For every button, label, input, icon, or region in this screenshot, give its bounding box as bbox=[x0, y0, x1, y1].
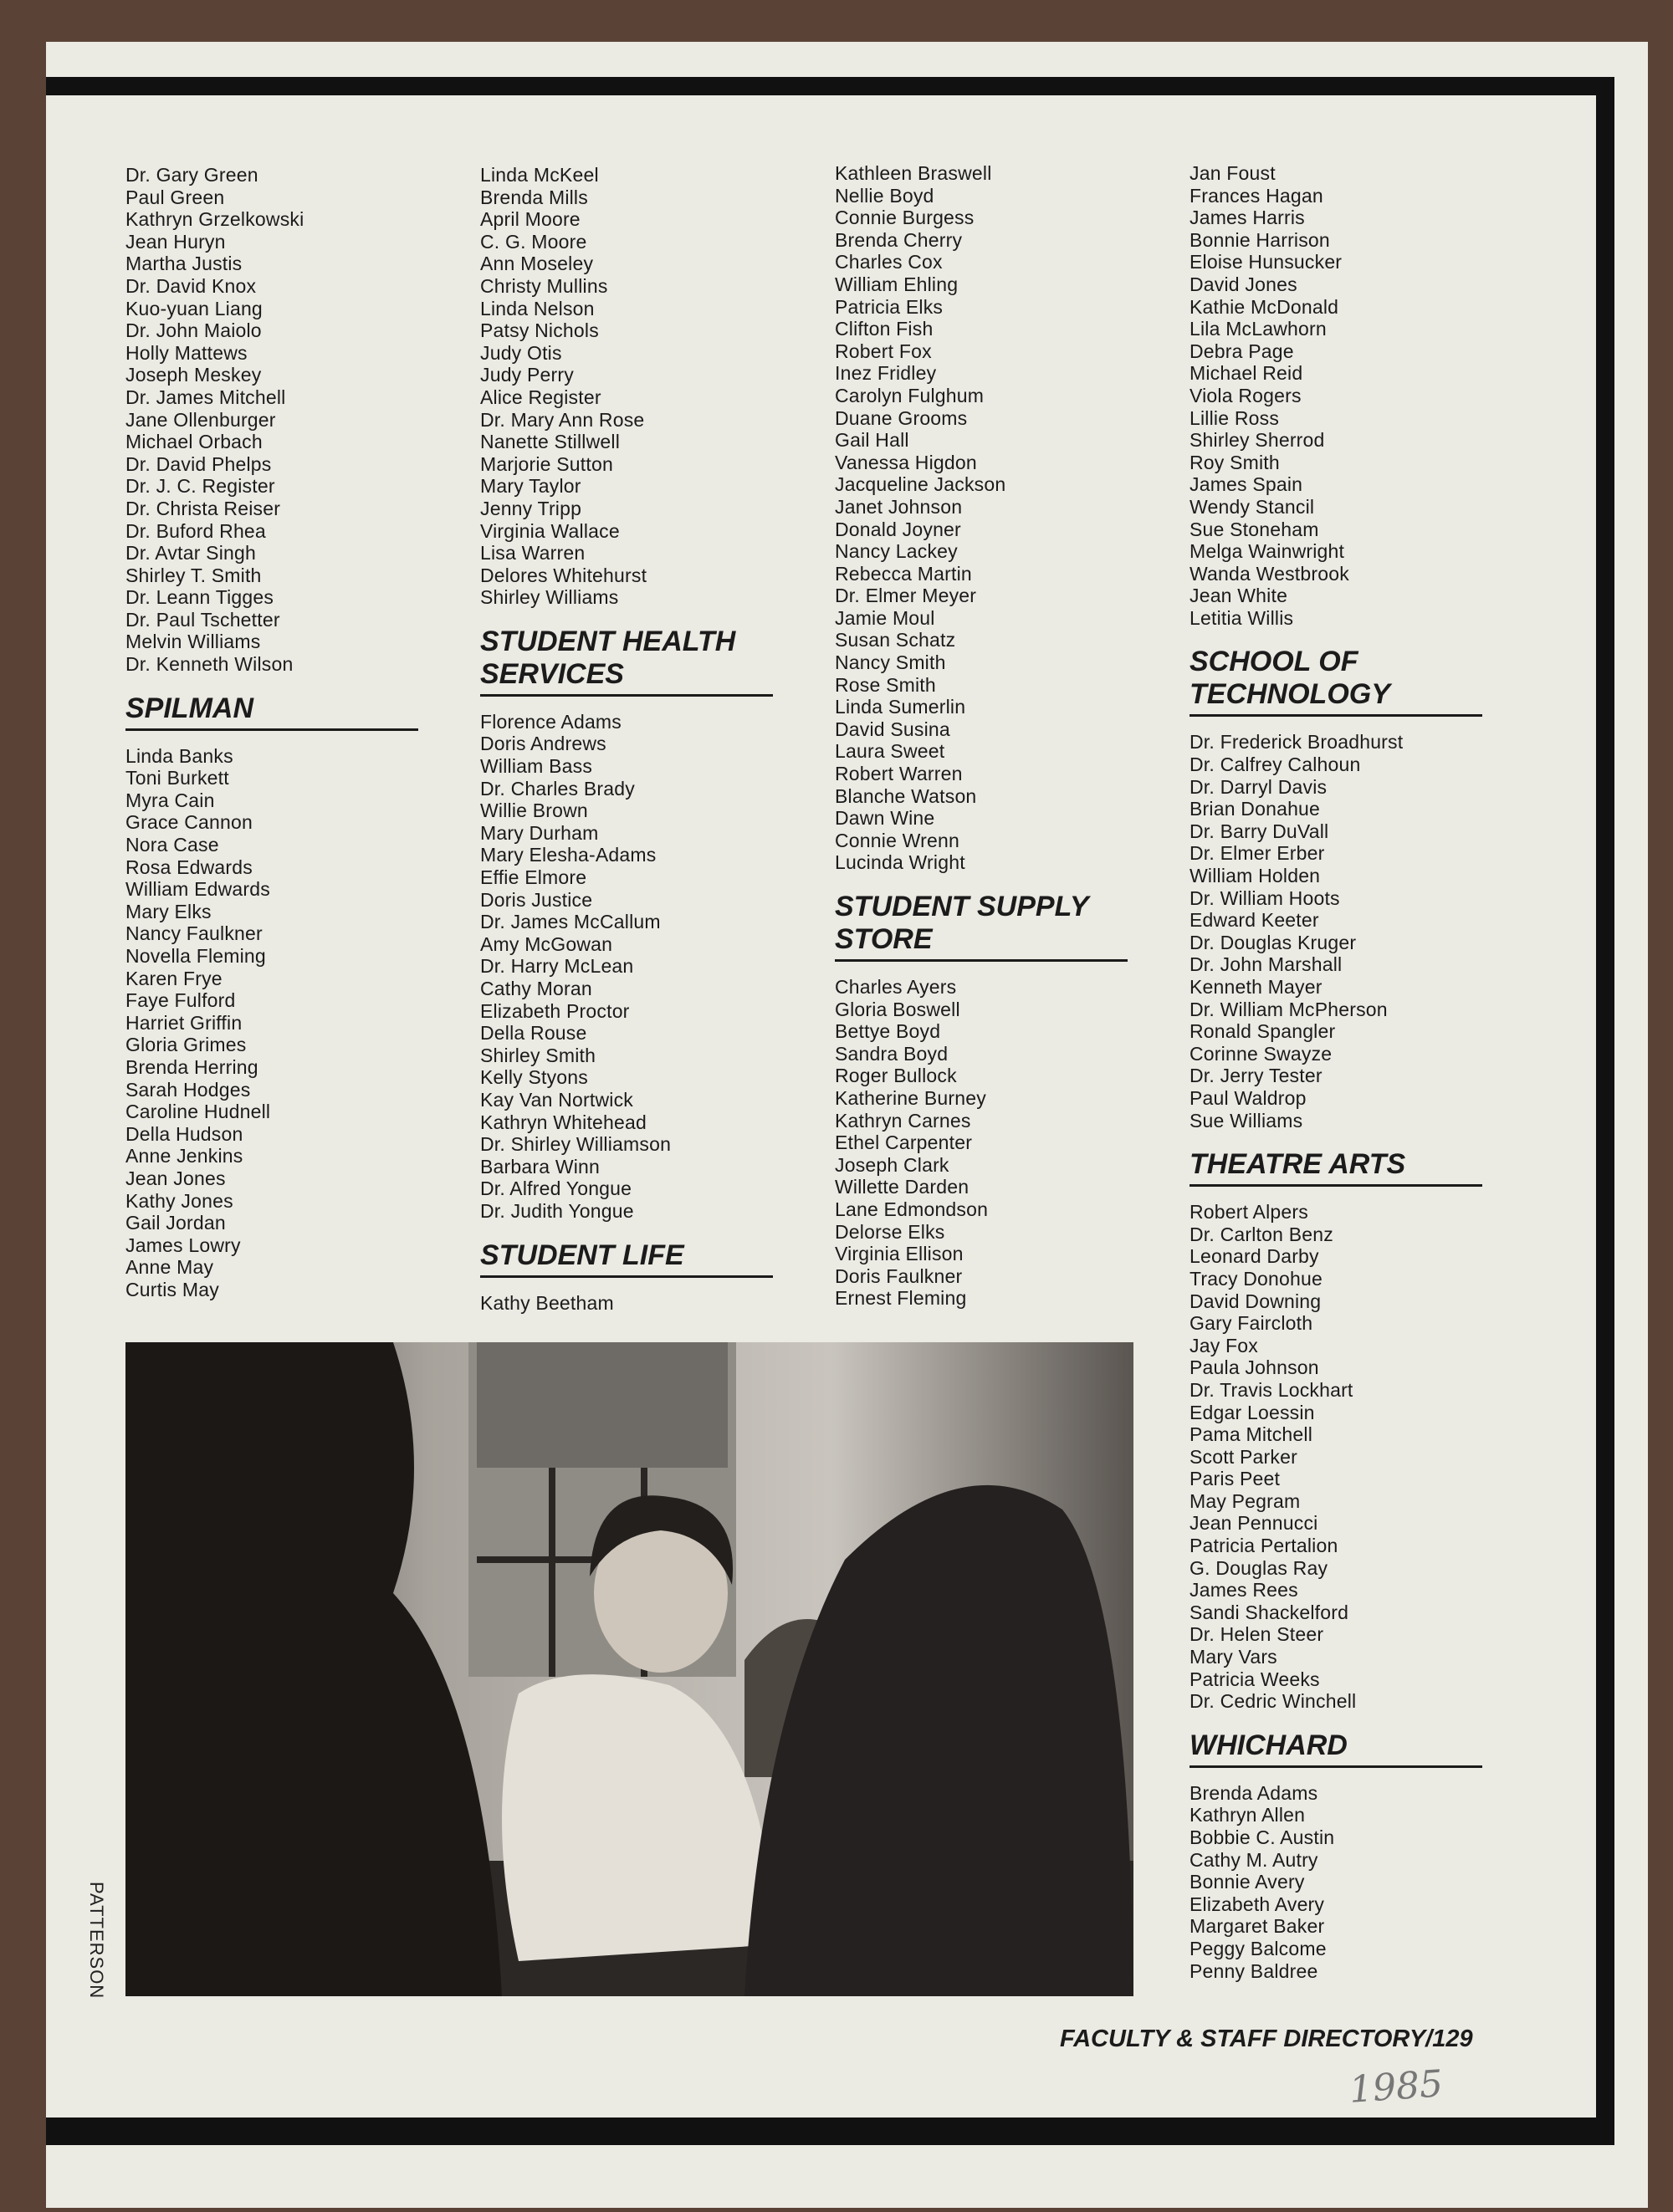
directory-entry: Eloise Hunsucker bbox=[1190, 251, 1343, 273]
directory-entry: Wanda Westbrook bbox=[1190, 562, 1349, 585]
directory-entry: Pama Mitchell bbox=[1190, 1423, 1313, 1446]
directory-entry: Gloria Boswell bbox=[835, 998, 960, 1020]
directory-entry: Duane Grooms bbox=[835, 406, 968, 429]
directory-entry: Caroline Hudnell bbox=[125, 1101, 271, 1123]
directory-entry: Doris Faulkner bbox=[835, 1264, 963, 1287]
directory-entry: Roger Bullock bbox=[835, 1065, 957, 1087]
directory-entry: Donald Joyner bbox=[835, 518, 961, 540]
directory-entry: Clifton Fish bbox=[835, 318, 934, 340]
directory-entry: Dr. J. C. Register bbox=[125, 475, 275, 498]
directory-entry: Jay Fox bbox=[1190, 1334, 1258, 1356]
directory-entry: Joseph Clark bbox=[835, 1153, 949, 1176]
directory-entry: Michael Reid bbox=[1190, 362, 1303, 385]
directory-entry: Dr. Barry DuVall bbox=[1190, 820, 1329, 842]
directory-entry: Dr. Avtar Singh bbox=[125, 542, 256, 564]
directory-entry: Alice Register bbox=[480, 386, 601, 408]
directory-entry: Linda Sumerlin bbox=[835, 696, 966, 718]
directory-entry: Nora Case bbox=[125, 834, 219, 856]
directory-entry: Dr. Darryl Davis bbox=[1190, 775, 1328, 798]
directory-entry: Connie Wrenn bbox=[835, 829, 960, 851]
window-blind bbox=[477, 1342, 728, 1468]
directory-entry: Kenneth Mayer bbox=[1190, 976, 1323, 998]
directory-entry: William Holden bbox=[1190, 865, 1321, 887]
directory-entry: Kay Van Nortwick bbox=[480, 1088, 633, 1111]
directory-entry: James Spain bbox=[1190, 473, 1303, 496]
directory-entry: Dr. Helen Steer bbox=[1190, 1623, 1324, 1646]
directory-entry: Harriet Griffin bbox=[125, 1011, 243, 1034]
directory-entry: David Susina bbox=[835, 718, 950, 740]
directory-entry: Dr. John Maiolo bbox=[125, 319, 262, 342]
directory-entry: Kathy Jones bbox=[125, 1189, 233, 1212]
directory-entry: Dr. David Knox bbox=[125, 274, 257, 297]
photo-credit: PATTERSON bbox=[86, 1882, 107, 2000]
directory-entry: Roy Smith bbox=[1190, 451, 1280, 473]
directory-entry: Patricia Weeks bbox=[1190, 1668, 1320, 1690]
directory-entry: Holly Mattews bbox=[125, 341, 248, 364]
directory-entry: Jamie Moul bbox=[835, 606, 935, 629]
directory-entry: William Ehling bbox=[835, 273, 959, 295]
section-heading: STUDENT HEALTH SERVICES bbox=[480, 626, 773, 697]
directory-entry: Linda McKeel bbox=[480, 164, 599, 186]
directory-entry: Kathryn Whitehead bbox=[480, 1111, 647, 1133]
directory-entry: Blanche Watson bbox=[835, 784, 977, 807]
directory-entry: Robert Warren bbox=[835, 763, 963, 785]
directory-entry: Charles Ayers bbox=[835, 976, 957, 998]
directory-entry: Dr. Buford Rhea bbox=[125, 519, 266, 542]
directory-entry: Dr. Harry McLean bbox=[480, 955, 634, 978]
directory-entry: Kathryn Grzelkowski bbox=[125, 208, 304, 231]
directory-entry: James Lowry bbox=[125, 1234, 241, 1256]
directory-entry: Florence Adams bbox=[480, 710, 622, 733]
directory-entry: Dr. James McCallum bbox=[480, 911, 661, 933]
directory-entry: Shirley Smith bbox=[480, 1044, 596, 1066]
directory-entry: Jean White bbox=[1190, 585, 1288, 607]
directory-entry: Paul Waldrop bbox=[1190, 1086, 1307, 1109]
directory-entry: Patricia Elks bbox=[835, 295, 944, 318]
directory-entry: Anne May bbox=[125, 1256, 214, 1279]
directory-entry: Doris Justice bbox=[480, 888, 593, 911]
directory-entry: G. Douglas Ray bbox=[1190, 1556, 1328, 1579]
directory-entry: Melvin Williams bbox=[125, 631, 261, 653]
directory-entry: Kathy Beetham bbox=[480, 1291, 614, 1314]
directory-entry: Carolyn Fulghum bbox=[835, 384, 985, 406]
directory-entry: Kathryn Allen bbox=[1190, 1804, 1306, 1826]
section-heading: THEATRE ARTS bbox=[1190, 1148, 1482, 1187]
directory-entry: Brenda Herring bbox=[125, 1055, 258, 1078]
directory-entry: William Edwards bbox=[125, 878, 270, 901]
directory-entry: Dr. Gary Green bbox=[125, 164, 258, 186]
directory-entry: Delorse Elks bbox=[835, 1220, 945, 1243]
directory-entry: Nancy Faulkner bbox=[125, 922, 263, 945]
directory-entry: Novella Fleming bbox=[125, 945, 266, 967]
directory-entry: James Rees bbox=[1190, 1579, 1298, 1602]
directory-entry: Bonnie Avery bbox=[1190, 1871, 1305, 1893]
directory-entry: Bobbie C. Austin bbox=[1190, 1826, 1335, 1848]
directory-entry: Amy McGowan bbox=[480, 932, 613, 955]
right-border bbox=[1596, 77, 1614, 2145]
directory-entry: Dr. Kenneth Wilson bbox=[125, 653, 294, 676]
directory-entry: Jacqueline Jackson bbox=[835, 473, 1006, 496]
directory-entry: Myra Cain bbox=[125, 789, 215, 811]
directory-entry: Mary Taylor bbox=[480, 475, 581, 498]
directory-entry: Linda Banks bbox=[125, 744, 233, 767]
directory-entry: Debra Page bbox=[1190, 340, 1294, 362]
directory-entry: Edward Keeter bbox=[1190, 909, 1319, 932]
directory-entry: Gail Jordan bbox=[125, 1212, 226, 1234]
directory-entry: Dr. John Marshall bbox=[1190, 953, 1343, 976]
directory-entry: Willette Darden bbox=[835, 1176, 970, 1198]
directory-entry: Mary Durham bbox=[480, 821, 599, 844]
section-heading: SCHOOL OF TECHNOLOGY bbox=[1190, 646, 1482, 717]
directory-entry: Dr. Elmer Erber bbox=[1190, 842, 1325, 865]
directory-entry: Dr. Frederick Broadhurst bbox=[1190, 731, 1404, 754]
directory-entry: Dr. Mary Ann Rose bbox=[480, 408, 645, 431]
directory-entry: Nancy Lackey bbox=[835, 540, 958, 563]
directory-entry: Viola Rogers bbox=[1190, 384, 1302, 406]
directory-entry: April Moore bbox=[480, 208, 581, 231]
directory-entry: Connie Burgess bbox=[835, 207, 975, 229]
directory-entry: Lila McLawhorn bbox=[1190, 318, 1327, 340]
directory-column-4 bbox=[1190, 162, 1482, 1982]
directory-entry: Charles Cox bbox=[835, 251, 943, 273]
directory-entry: Dr. Travis Lockhart bbox=[1190, 1378, 1353, 1401]
directory-entry: Shirley Sherrod bbox=[1190, 429, 1325, 452]
directory-entry: Judy Perry bbox=[480, 364, 574, 386]
directory-entry: Patricia Pertalion bbox=[1190, 1535, 1338, 1557]
directory-entry: Toni Burkett bbox=[125, 767, 229, 789]
top-border bbox=[46, 77, 1614, 95]
directory-entry: Sue Stoneham bbox=[1190, 518, 1319, 540]
directory-entry: Paris Peet bbox=[1190, 1468, 1281, 1490]
directory-entry: Peggy Balcome bbox=[1190, 1937, 1327, 1959]
handwritten-note: 1985 bbox=[1348, 2062, 1445, 2112]
directory-entry: Karen Frye bbox=[125, 967, 223, 989]
directory-entry: Jean Jones bbox=[125, 1167, 226, 1189]
directory-entry: Janet Johnson bbox=[835, 495, 963, 518]
directory-entry: Lillie Ross bbox=[1190, 406, 1280, 429]
directory-entry: Wendy Stancil bbox=[1190, 495, 1315, 518]
directory-entry: Shirley T. Smith bbox=[125, 564, 262, 586]
directory-entry: David Downing bbox=[1190, 1290, 1322, 1312]
directory-entry: Katherine Burney bbox=[835, 1086, 986, 1109]
directory-entry: Dr. Paul Tschetter bbox=[125, 608, 280, 631]
directory-entry: Dr. Douglas Kruger bbox=[1190, 931, 1357, 953]
directory-entry: Bettye Boyd bbox=[835, 1020, 941, 1043]
directory-entry: Paul Green bbox=[125, 186, 225, 208]
directory-entry: Doris Andrews bbox=[480, 733, 606, 755]
directory-entry: Ronald Spangler bbox=[1190, 1020, 1336, 1043]
directory-entry: Dr. William McPherson bbox=[1190, 998, 1388, 1020]
directory-entry: Dr. Leann Tigges bbox=[125, 586, 274, 609]
directory-entry: Lucinda Wright bbox=[835, 851, 965, 874]
office-photo bbox=[125, 1342, 1133, 1996]
directory-entry: Dr. Shirley Williamson bbox=[480, 1133, 672, 1156]
directory-entry: Kathryn Carnes bbox=[835, 1109, 971, 1132]
directory-entry: Marjorie Sutton bbox=[480, 452, 613, 475]
directory-entry: Shirley Williams bbox=[480, 586, 619, 609]
directory-entry: Paula Johnson bbox=[1190, 1356, 1319, 1379]
directory-entry: Elizabeth Avery bbox=[1190, 1893, 1325, 1915]
directory-entry: Dr. Elmer Meyer bbox=[835, 585, 977, 607]
directory-entry: Gary Faircloth bbox=[1190, 1312, 1313, 1335]
directory-entry: Scott Parker bbox=[1190, 1445, 1297, 1468]
directory-entry: Patsy Nichols bbox=[480, 319, 599, 342]
directory-entry: Christy Mullins bbox=[480, 274, 608, 297]
directory-entry: Lane Edmondson bbox=[835, 1198, 989, 1220]
directory-entry: Dr. Calfrey Calhoun bbox=[1190, 754, 1361, 776]
directory-entry: Nancy Smith bbox=[835, 651, 946, 674]
directory-entry: Rose Smith bbox=[835, 673, 936, 696]
directory-entry: Virginia Wallace bbox=[480, 519, 620, 542]
directory-entry: Kelly Styons bbox=[480, 1066, 588, 1089]
directory-entry: Corinne Swayze bbox=[1190, 1042, 1333, 1065]
directory-entry: Nellie Boyd bbox=[835, 184, 934, 207]
directory-entry: Ann Moseley bbox=[480, 253, 594, 275]
directory-entry: David Jones bbox=[1190, 273, 1297, 295]
directory-entry: Sue Williams bbox=[1190, 1109, 1303, 1132]
directory-entry: Delores Whitehurst bbox=[480, 564, 647, 586]
directory-entry: Dr. Carlton Benz bbox=[1190, 1223, 1333, 1245]
directory-entry: Mary Elesha-Adams bbox=[480, 844, 657, 866]
directory-entry: Laura Sweet bbox=[835, 740, 945, 763]
directory-entry: Curtis May bbox=[125, 1278, 219, 1300]
directory-entry: Linda Nelson bbox=[480, 297, 595, 319]
directory-entry: Della Hudson bbox=[125, 1122, 243, 1145]
directory-entry: Nanette Stillwell bbox=[480, 431, 621, 453]
directory-entry: Jan Foust bbox=[1190, 162, 1276, 184]
directory-entry: Sarah Hodges bbox=[125, 1078, 251, 1101]
directory-entry: Dr. Jerry Tester bbox=[1190, 1065, 1323, 1087]
directory-entry: Martha Justis bbox=[125, 253, 243, 275]
directory-entry: Brenda Mills bbox=[480, 186, 588, 208]
directory-entry: Faye Fulford bbox=[125, 989, 236, 1012]
directory-entry: Letitia Willis bbox=[1190, 606, 1294, 629]
directory-entry: C. G. Moore bbox=[480, 230, 587, 253]
directory-entry: Lisa Warren bbox=[480, 542, 586, 564]
directory-entry: Dr. David Phelps bbox=[125, 452, 272, 475]
directory-entry: Dr. James Mitchell bbox=[125, 386, 286, 408]
directory-entry: Bonnie Harrison bbox=[1190, 228, 1330, 251]
directory-entry: Judy Otis bbox=[480, 341, 562, 364]
directory-entry: Ernest Fleming bbox=[835, 1287, 967, 1310]
directory-entry: William Bass bbox=[480, 755, 593, 778]
directory-entry: Mary Elks bbox=[125, 900, 212, 922]
directory-entry: Cathy M. Autry bbox=[1190, 1848, 1318, 1871]
directory-entry: Rosa Edwards bbox=[125, 856, 253, 878]
section-heading: SPILMAN bbox=[125, 692, 418, 731]
directory-entry: Melga Wainwright bbox=[1190, 540, 1345, 563]
directory-entry: Dr. William Hoots bbox=[1190, 886, 1340, 909]
directory-entry: May Pegram bbox=[1190, 1489, 1301, 1512]
directory-entry: Inez Fridley bbox=[835, 362, 937, 385]
directory-entry: Della Rouse bbox=[480, 1022, 587, 1045]
directory-entry: Gloria Grimes bbox=[125, 1034, 247, 1056]
directory-entry: Kathleen Braswell bbox=[835, 162, 992, 184]
directory-entry: Jean Huryn bbox=[125, 230, 226, 253]
directory-entry: Brenda Adams bbox=[1190, 1781, 1318, 1804]
photo-scene bbox=[125, 1342, 1133, 1996]
directory-entry: Jenny Tripp bbox=[480, 497, 582, 519]
page-footer: FACULTY & STAFF DIRECTORY/129 bbox=[1060, 2026, 1473, 2052]
directory-entry: Penny Baldree bbox=[1190, 1959, 1318, 1982]
directory-entry: Jean Pennucci bbox=[1190, 1512, 1318, 1535]
directory-entry: Margaret Baker bbox=[1190, 1915, 1325, 1938]
directory-entry: Anne Jenkins bbox=[125, 1145, 243, 1167]
directory-entry: Robert Fox bbox=[835, 340, 932, 362]
directory-entry: James Harris bbox=[1190, 207, 1305, 229]
directory-entry: Dr. Charles Brady bbox=[480, 777, 635, 799]
directory-column-2 bbox=[480, 164, 773, 1314]
directory-entry: Effie Elmore bbox=[480, 866, 587, 889]
directory-entry: Leonard Darby bbox=[1190, 1245, 1319, 1268]
directory-entry: Dr. Cedric Winchell bbox=[1190, 1690, 1357, 1713]
section-heading: STUDENT LIFE bbox=[480, 1239, 773, 1278]
directory-entry: Frances Hagan bbox=[1190, 184, 1323, 207]
section-heading: STUDENT SUPPLY STORE bbox=[835, 891, 1128, 962]
directory-entry: Brenda Cherry bbox=[835, 228, 963, 251]
directory-entry: Gail Hall bbox=[835, 429, 909, 452]
directory-entry: Kuo-yuan Liang bbox=[125, 297, 263, 319]
directory-entry: Mary Vars bbox=[1190, 1646, 1277, 1668]
directory-entry: Dr. Alfred Yongue bbox=[480, 1178, 632, 1200]
directory-column-1 bbox=[125, 164, 418, 1301]
directory-entry: Michael Orbach bbox=[125, 431, 263, 453]
directory-entry: Ethel Carpenter bbox=[835, 1132, 973, 1154]
directory-entry: Dr. Christa Reiser bbox=[125, 497, 281, 519]
directory-entry: Robert Alpers bbox=[1190, 1201, 1308, 1223]
directory-entry: Jane Ollenburger bbox=[125, 408, 276, 431]
bottom-border bbox=[46, 2117, 1614, 2145]
directory-entry: Joseph Meskey bbox=[125, 364, 262, 386]
directory-entry: Tracy Donohue bbox=[1190, 1267, 1323, 1290]
directory-entry: Barbara Winn bbox=[480, 1155, 601, 1178]
directory-entry: Vanessa Higdon bbox=[835, 451, 977, 473]
directory-entry: Cathy Moran bbox=[480, 978, 592, 999]
directory-entry: Brian Donahue bbox=[1190, 798, 1321, 820]
directory-entry: Susan Schatz bbox=[835, 629, 956, 651]
directory-entry: Kathie McDonald bbox=[1190, 295, 1339, 318]
directory-entry: Grace Cannon bbox=[125, 811, 253, 834]
directory-entry: Willie Brown bbox=[480, 799, 588, 822]
directory-entry: Virginia Ellison bbox=[835, 1243, 964, 1265]
section-heading: WHICHARD bbox=[1190, 1729, 1482, 1768]
directory-entry: Sandi Shackelford bbox=[1190, 1601, 1349, 1623]
directory-entry: Sandra Boyd bbox=[835, 1042, 949, 1065]
directory-entry: Rebecca Martin bbox=[835, 562, 972, 585]
directory-column-3 bbox=[835, 162, 1128, 1310]
directory-entry: Dawn Wine bbox=[835, 807, 935, 830]
directory-entry: Elizabeth Proctor bbox=[480, 999, 630, 1022]
directory-entry: Dr. Judith Yongue bbox=[480, 1199, 634, 1222]
directory-entry: Edgar Loessin bbox=[1190, 1401, 1315, 1423]
